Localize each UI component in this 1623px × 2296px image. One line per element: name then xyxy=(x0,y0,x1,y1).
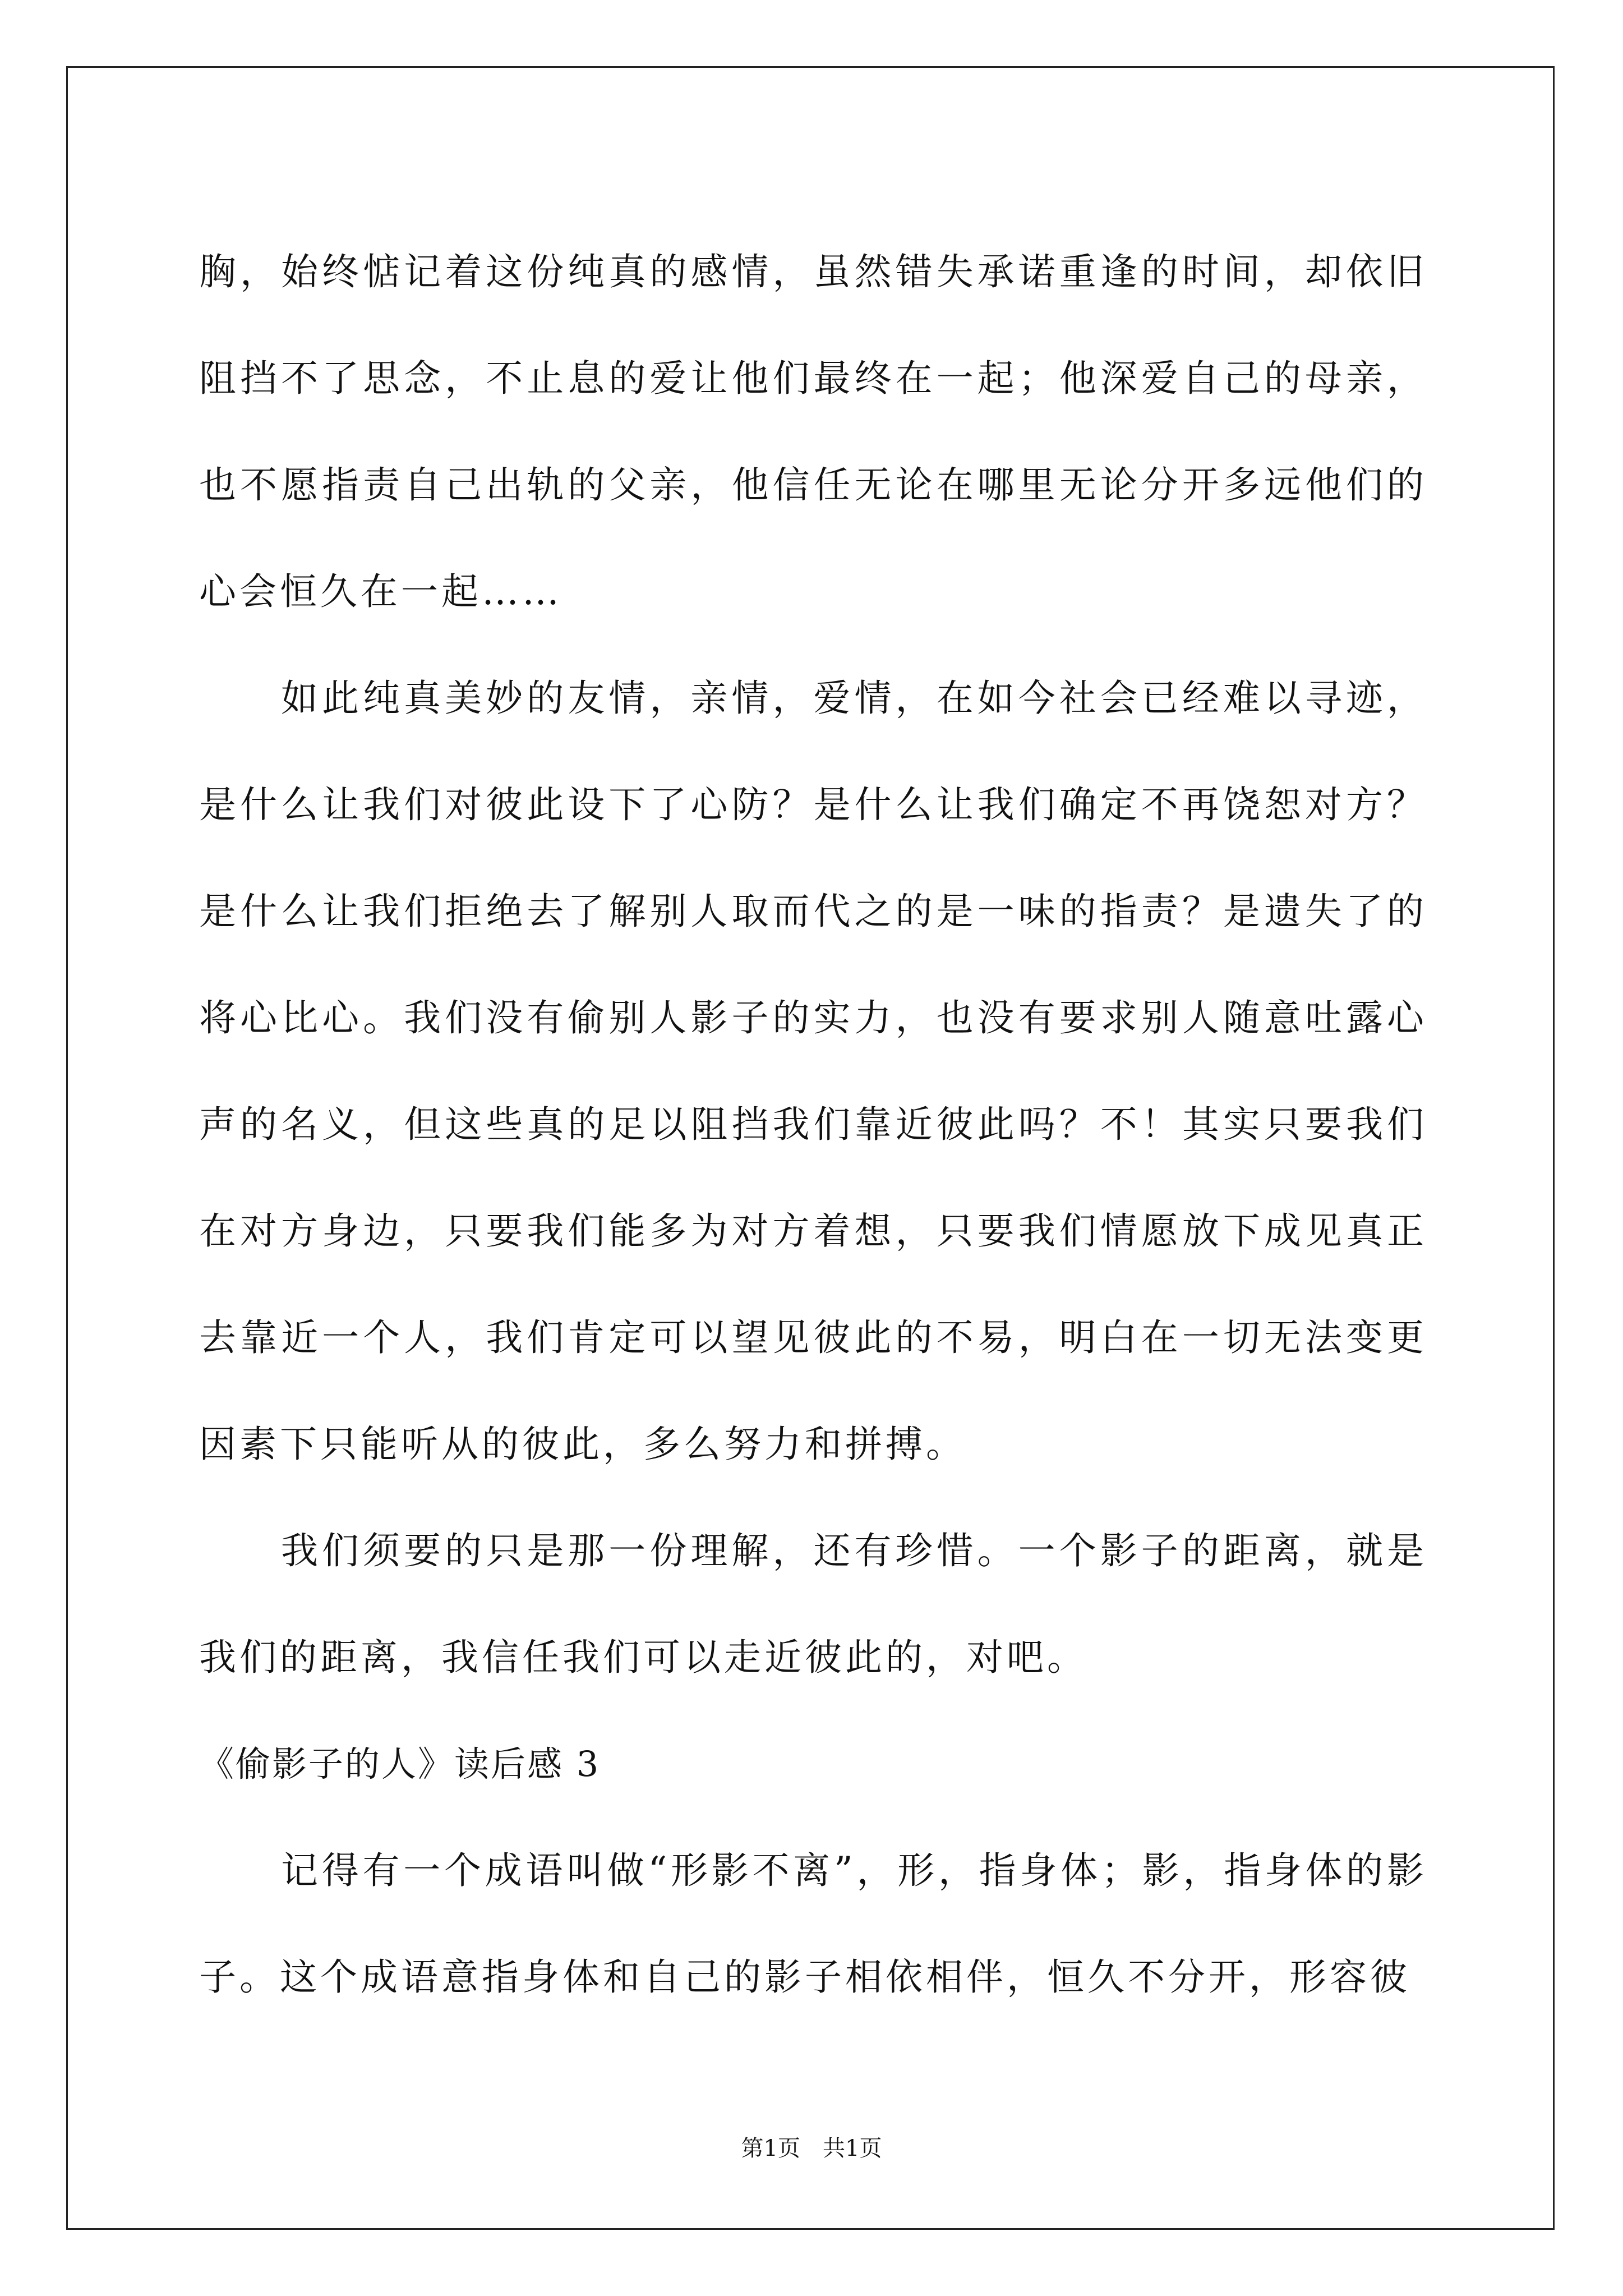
document-body xyxy=(199,219,1427,2031)
paragraph: 记得有一个成语叫做“形影不离”，形，指身体；影，指身体的影子。这个成语意指身体和自己的影子相依相伴，恒久不分开，形容彼 xyxy=(199,1849,1427,1999)
section-heading: 《偷影子的人》读后感 3 xyxy=(199,1743,601,1784)
paragraph: 我们须要的只是那一份理解，还有珍惜。一个影子的距离，就是我们的距离，我信任我们可以走近彼此的，对吧。 xyxy=(199,1529,1427,1679)
paragraph: 胸，始终惦记着这份纯真的感情，虽然错失承诺重逢的时间，却依旧阻挡不了思念，不止息的爱让他们最终在一起；他深爱自己的母亲，也不愿指责自己出轨的父亲，他信任无论在哪里无论分开多远他们的心会恒久在一起…… xyxy=(199,250,1427,613)
page-number-footer: 第1页 共1页 xyxy=(741,2136,882,2161)
paragraph: 如此纯真美妙的友情，亲情，爱情，在如今社会已经难以寻迹，是什么让我们对彼此设下了心防？是什么让我们确定不再饶恕对方？是什么让我们拒绝去了解别人取而代之的是一味的指责？是遗失了的将心比心。我们没有偷别人影子的实力，也没有要求别人随意吐露心声的名义，但这些真的足以阻挡我们靠近彼此吗？不！其实只要我们在对方身边，只要我们能多为对方着想，只要我们情愿放下成见真正去靠近一个人，我们肯定可以望见彼此的不易，明白在一切无法变更因素下只能听从的彼此，多么努力和拼搏。 xyxy=(199,677,1427,1466)
